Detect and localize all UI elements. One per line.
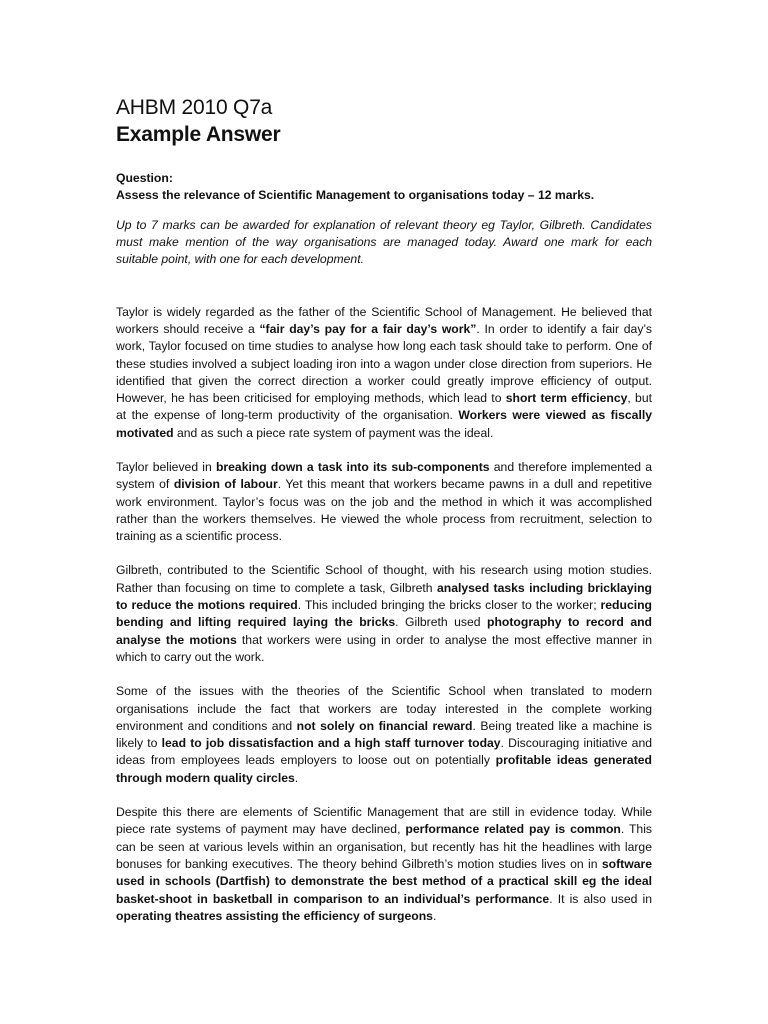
bold-point: performance related pay is common: [405, 822, 621, 837]
text-segment: . In order to identify a fair day’s work, Taylor focused on time studies to analyse how long each task should take to perform. One of these studies involved a subject loading iron into a wagon under close direction from superiors. He identified that given the correct direction a worker could greatly improve efficiency of output. However, he has been criticised for employing methods, which lead to: [116, 321, 652, 406]
text-segment: . This included bringing the bricks closer to the worker;: [297, 598, 601, 613]
text-segment: Some of the issues with the theories of the Scientific School when translated to modern organisations include the fact that workers are today interested in the complete working environment and conditions and: [116, 684, 652, 733]
bold-point: profitable ideas generated through modern quality circles: [116, 753, 652, 785]
bold-point: Workers were viewed as fiscally motivated: [116, 408, 652, 440]
text-segment: Gilbreth, contributed to the Scientific School of thought, with his research using motion studies. Rather than focusing on time to complete a task, Gilbreth: [116, 563, 652, 595]
text-segment: that workers were using in order to analyse the most effective manner in which to carry out the work.: [116, 632, 653, 664]
bold-point: “fair day’s pay for a fair day’s work”: [259, 321, 477, 336]
text-segment: . This can be seen at various levels within an organisation, but recently has hit the headlines with large bonuses for banking executives. The theory behind Gilbreth’s motion studies lives on in: [116, 822, 652, 871]
answer-paragraph-3: [116, 562, 652, 666]
document-title-line1: AHBM 2010 Q7a: [116, 96, 273, 119]
bold-point: reducing bending and lifting required laying the bricks: [116, 598, 652, 630]
text-segment: , but at the expense of long-term productivity of the organisation.: [116, 391, 653, 423]
text-segment: .: [432, 908, 437, 923]
text-segment: . Gilbreth used: [395, 615, 488, 630]
text-segment: . Being treated like a machine is likely to: [116, 718, 652, 751]
document-page: [116, 94, 652, 925]
bold-point: lead to job dissatisfaction and a high staff turnover today: [161, 736, 501, 751]
bold-point: division of labour: [173, 477, 278, 492]
bold-point: not solely on financial reward: [296, 718, 473, 733]
text-segment: Despite this there are elements of Scientific Management that are still in evidence today. While piece rate systems of payment may have declined,: [116, 805, 652, 837]
answer-paragraph-5: [116, 804, 652, 925]
document-title-line2: Example Answer: [116, 123, 281, 146]
text-segment: .: [294, 770, 299, 785]
bold-point: software used in schools (Dartfish) to demonstrate the best method of a practical skill eg the ideal basket-shoot in basketball in comparison to an individual’s performance: [116, 856, 652, 906]
bold-point: photography to record and analyse the motions: [116, 615, 652, 647]
question-label: Question:: [116, 171, 173, 185]
text-segment: . It is also used in: [549, 891, 652, 906]
text-segment: and as such a piece rate system of payment was the ideal.: [173, 425, 494, 440]
bold-point: analysed tasks including bricklaying to reduce the motions required: [116, 580, 652, 613]
answer-paragraph-4: [116, 683, 652, 787]
answer-paragraph-1: [116, 304, 652, 442]
text-segment: Taylor is widely regarded as the father of the Scientific School of Management. He believed that workers should receive a: [116, 304, 652, 336]
answer-body: [116, 304, 652, 926]
answer-paragraph-2: [116, 459, 652, 545]
text-segment: . Discouraging initiative and ideas from employees leads employers to loose out on potentially: [116, 736, 653, 768]
question-block: [116, 170, 652, 204]
bold-point: breaking down a task into its sub-components: [215, 459, 490, 474]
bold-point: operating theatres assisting the efficiency of surgeons: [116, 908, 433, 923]
question-text: Assess the relevance of Scientific Management to organisations today – 12 marks.: [116, 188, 595, 202]
text-segment: . Yet this meant that workers became pawns in a dull and repetitive work environment. Taylor’s focus was on the job and the method in which it was accomplished rather than the workers themselves. He viewed the whole process from recruitment, selection to training as a scientific process.: [116, 477, 652, 544]
text-segment: Taylor believed in: [116, 459, 216, 474]
marking-instruction: Up to 7 marks can be awarded for explanation of relevant theory eg Taylor, Gilbreth. Candidates must make mention of the way organisations are managed today. Award one mark for each suitable point, with one for each development.: [116, 218, 652, 267]
bold-point: short term efficiency: [505, 391, 628, 406]
text-segment: and therefore implemented a system of: [116, 459, 652, 492]
